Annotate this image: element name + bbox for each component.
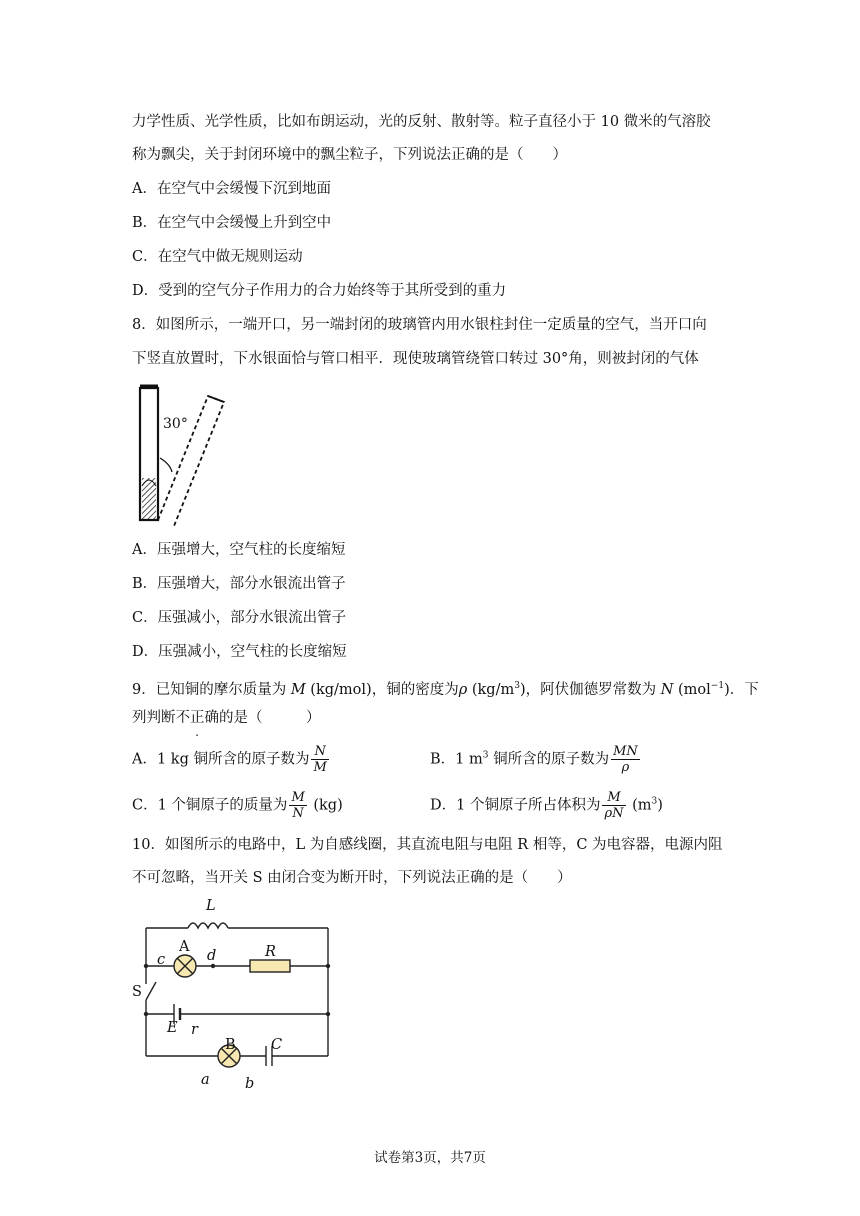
q7-line-1: 力学性质、光学性质，比如布朗运动，光的反射、散射等。粒子直径小于 10 微米的气溶胶 bbox=[132, 114, 711, 130]
page-footer: 试卷第3页，共7页 bbox=[374, 1150, 486, 1166]
label-c: c bbox=[157, 952, 166, 968]
label-B: B bbox=[225, 1037, 236, 1053]
label-E: E bbox=[167, 1020, 178, 1036]
emphasis-text: 不正确 bbox=[175, 710, 219, 726]
label-S: S bbox=[132, 984, 142, 1000]
q7-option-a: A．在空气中会缓慢下沉到地面 bbox=[132, 181, 331, 197]
q7-option-c: C．在空气中做无规则运动 bbox=[132, 249, 303, 265]
label-d: d bbox=[207, 948, 217, 964]
q10-circuit-diagram bbox=[128, 896, 338, 1086]
q9-option-b: B．1 $m^3$ 铜所含的原子数为 $\frac{MN}{\rho}$ bbox=[430, 744, 638, 775]
q8-angle-label: 30° bbox=[163, 416, 188, 432]
q9-option-d: D．1 个铜原子所占体积为 $\frac{M}{\rho N}$ $(m^3)$ bbox=[430, 790, 663, 821]
q8-tube-figure bbox=[128, 380, 238, 530]
q8-option-a: A．压强增大，空气柱的长度缩短 bbox=[132, 542, 346, 558]
q10-line-1: 10．如图所示的电路中，L 为自感线圈，其直流电阻与电阻 R 相等，C 为电容器，电源内阻 bbox=[132, 837, 723, 853]
label-L: L bbox=[206, 898, 216, 914]
q8-option-b: B．压强增大，部分水银流出管子 bbox=[132, 576, 346, 592]
q9-line-2: 列判断不正确的是（ ） bbox=[132, 710, 321, 726]
label-R: R bbox=[265, 944, 276, 960]
label-b: b bbox=[245, 1076, 255, 1092]
label-C: C bbox=[271, 1037, 283, 1053]
q8-option-c: C．压强减小，部分水银流出管子 bbox=[132, 610, 347, 626]
q7-option-d: D．受到的空气分子作用力的合力始终等于其所受到的重力 bbox=[132, 283, 507, 299]
q8-option-d: D．压强减小，空气柱的长度缩短 bbox=[132, 644, 347, 660]
q8-line-2: 下竖直放置时，下水银面恰与管口相平．现使玻璃管绕管口转过 30°角，则被封闭的气体 bbox=[132, 351, 699, 367]
q9-line-1: 9．已知铜的摩尔质量为 M (kg/mol)，铜的密度为ρ $(kg/m^3)$，阿伏伽德罗常数为 N (mol$^{-1}$)．下 bbox=[132, 681, 759, 698]
label-a: a bbox=[201, 1072, 210, 1088]
q9-option-c: C．1 个铜原子的质量为 $\frac{M}{N}$ (kg) bbox=[132, 790, 343, 821]
q8-line-1: 8．如图所示，一端开口，另一端封闭的玻璃管内用水银柱封住一定质量的空气，当开口向 bbox=[132, 317, 707, 333]
q9-option-a: A．1 kg 铜所含的原子数为 $\frac{N}{M}$ bbox=[132, 744, 327, 775]
label-r: r bbox=[191, 1022, 198, 1038]
label-A: A bbox=[179, 939, 190, 955]
q7-line-2: 称为飘尖，关于封闭环境中的飘尘粒子，下列说法正确的是（ ） bbox=[132, 147, 567, 163]
q7-option-b: B．在空气中会缓慢上升到空中 bbox=[132, 215, 332, 231]
q10-line-2: 不可忽略，当开关 S 由闭合变为断开时，下列说法正确的是（ ） bbox=[132, 870, 572, 886]
